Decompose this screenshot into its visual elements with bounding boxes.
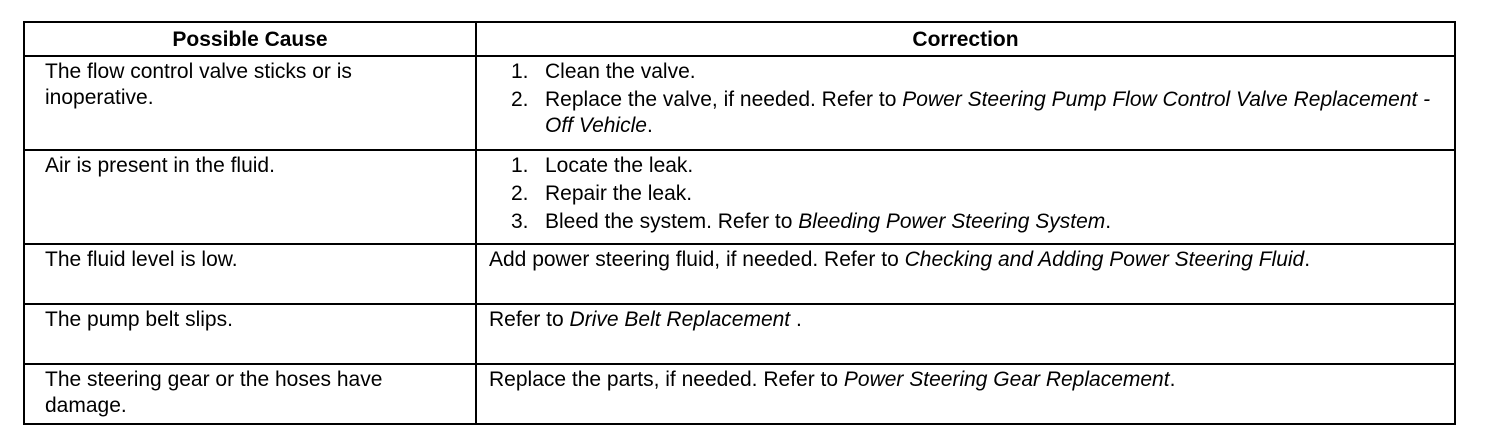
step-punctuation: . [646,114,653,137]
correction-step [489,209,1444,235]
correction-punctuation: . [1169,368,1176,391]
correction-step [489,59,1444,85]
diagnostic-document [23,21,1454,425]
correction-punctuation: . [790,308,802,331]
correction-cell [476,244,1455,304]
correction-cell [476,56,1455,150]
correction-cell [476,304,1455,364]
table-row [24,150,1455,244]
table-header-row [24,22,1455,56]
table-row [24,304,1455,364]
table-row [24,364,1455,424]
correction-step [489,181,1444,207]
step-number: 1. [511,60,529,83]
cause-cell: The pump belt slips. [24,304,476,364]
cause-cell: The steering gear or the hoses have damage. [24,364,476,424]
step-text: Bleed the system. Refer to [545,210,799,233]
step-number: 2. [511,88,529,111]
table-row [24,244,1455,304]
procedure-reference: Power Steering Gear Replacement [843,368,1170,391]
step-number: 3. [511,210,529,233]
procedure-reference: Bleeding Power Steering System [798,210,1106,233]
diagnostic-table [23,21,1456,425]
table-row [24,56,1455,150]
correction-step [489,87,1444,139]
cause-cell: The flow control valve sticks or is inoperative. [24,56,476,150]
header-possible-cause: Possible Cause [24,22,476,56]
step-text: Locate the leak. [545,154,694,177]
step-text: Repair the leak. [545,182,693,205]
correction-text: Replace the parts, if needed. Refer to [489,368,844,391]
procedure-reference: Drive Belt Replacement [569,308,791,331]
correction-steps [489,153,1444,235]
correction-steps [489,59,1444,139]
step-number: 1. [511,154,529,177]
cause-cell: The fluid level is low. [24,244,476,304]
procedure-reference: Power Steering Pump Flow Control Valve Replacement - Off Vehicle [545,88,1431,137]
step-text: Clean the valve. [545,60,696,83]
cause-cell: Air is present in the fluid. [24,150,476,244]
correction-step [489,153,1444,179]
correction-text: Add power steering fluid, if needed. Refer to [489,248,905,271]
correction-cell [476,150,1455,244]
correction-text: Refer to [489,308,570,331]
procedure-reference: Checking and Adding Power Steering Fluid [904,248,1305,271]
step-text: Replace the valve, if needed. Refer to [545,88,903,111]
correction-cell [476,364,1455,424]
header-correction: Correction [476,22,1455,56]
step-punctuation: . [1105,210,1112,233]
correction-punctuation: . [1304,248,1311,271]
step-number: 2. [511,182,529,205]
